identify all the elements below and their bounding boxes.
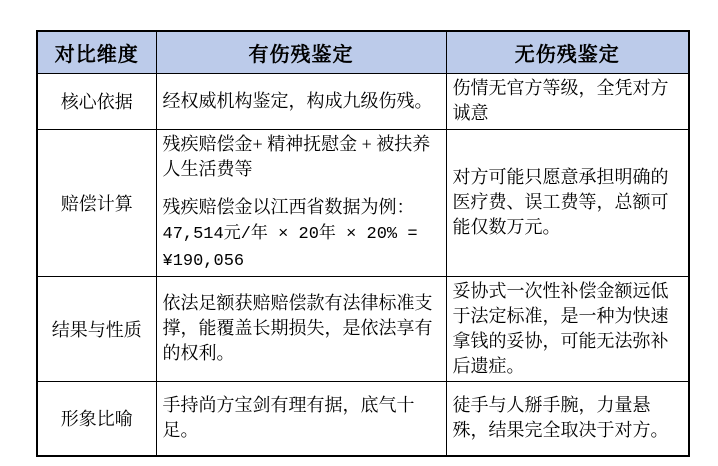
table-row-metaphor <box>37 381 689 456</box>
compensation-items-paragraph: 残疾赔偿金+ 精神抚慰金 + 被扶养人生活费等 <box>162 133 431 179</box>
header-row <box>37 31 689 73</box>
without-assessment-cell-compensation-calc: 对方可能只愿意承担明确的医疗费、误工费等，总额可能仅数万元。 <box>446 129 689 276</box>
without-assessment-cell-core-basis: 伤情无官方等级，全凭对方诚意 <box>446 73 689 129</box>
with-assessment-cell-metaphor: 手持尚方宝剑有理有据，底气十足。 <box>156 381 446 456</box>
row-label-compensation-calc: 赔偿计算 <box>37 129 156 276</box>
row-label-metaphor: 形象比喻 <box>37 381 156 456</box>
table-row-compensation-calc <box>37 129 689 276</box>
with-assessment-cell-result-nature: 依法足额获赔赔偿款有法律标准支撑，能覆盖长期损失，是依法享有的权利。 <box>156 276 446 381</box>
with-assessment-cell-core-basis: 经权威机构鉴定，构成九级伤残。 <box>156 73 446 129</box>
column-header-dimension: 对比维度 <box>37 31 156 73</box>
table-row-core-basis <box>37 73 689 129</box>
without-assessment-cell-metaphor: 徒手与人掰手腕，力量悬殊，结果完全取决于对方。 <box>446 381 689 456</box>
table-row-result-nature <box>37 276 689 381</box>
compensation-example-paragraph <box>163 195 442 274</box>
column-header-with-assessment: 有伤残鉴定 <box>156 31 446 73</box>
formula-line-2: ¥190,056 <box>162 251 245 271</box>
with-assessment-cell-compensation-calc <box>156 129 446 276</box>
without-assessment-cell-result-nature: 妥协式一次性补偿金额远低于法定标准，是一种为快速拿钱的妥协，可能无法弥补后遗症。 <box>446 276 689 381</box>
formula-line-1: 47,514元/年 × 20年 × 20% = <box>162 224 418 244</box>
comparison-table <box>36 30 690 457</box>
row-label-result-nature: 结果与性质 <box>37 276 156 381</box>
example-intro-text: 残疾赔偿金以江西省数据为例： <box>162 196 415 217</box>
row-label-core-basis: 核心依据 <box>37 73 156 129</box>
column-header-without-assessment: 无伤残鉴定 <box>446 31 689 73</box>
